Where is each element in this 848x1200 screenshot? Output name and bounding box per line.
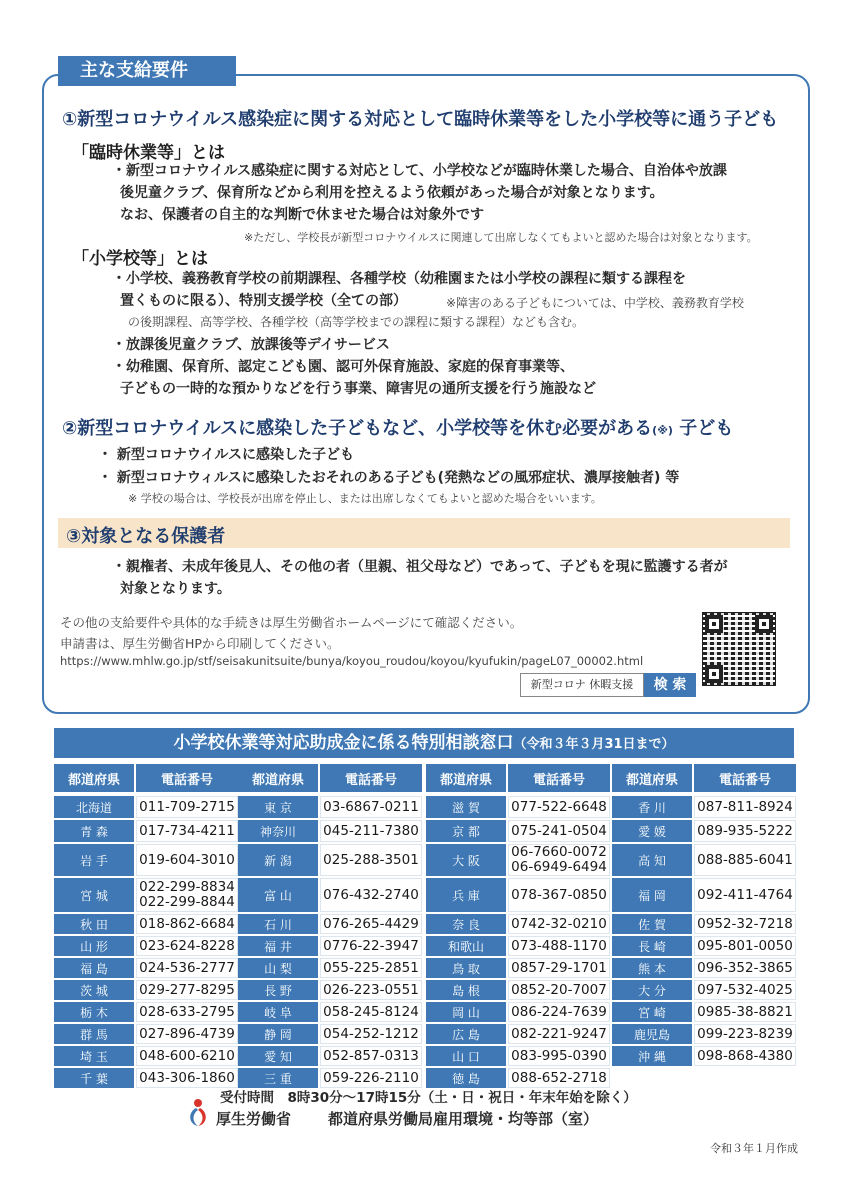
phone-cell[interactable]: 0742-32-0210 [508, 914, 610, 934]
mhlw-url[interactable]: https://www.mhlw.go.jp/stf/seisakunitsuite/bunya/koyou_roudou/koyou/kyufukin/pageL07_00002.html [60, 654, 644, 668]
created-date: 令和３年１月作成 [710, 1142, 798, 1155]
phone-cell[interactable]: 052-857-0313 [320, 1046, 422, 1066]
phone-cell[interactable]: 024-536-2777 [136, 958, 238, 978]
pref-cell: 佐 賀 [612, 914, 692, 934]
phone-cell[interactable]: 082-221-9247 [508, 1024, 610, 1044]
consult-title-text: 小学校休業等対応助成金に係る特別相談窓口 [173, 733, 514, 753]
phone-cell[interactable]: 092-411-4764 [694, 878, 796, 912]
pref-cell: 大 分 [612, 980, 692, 1000]
pref-cell: 岐 阜 [238, 1002, 318, 1022]
shogakko-line-3: の後期課程、高等学校、各種学校（高等学校までの課程に類する課程）なども含む。 [128, 315, 585, 329]
shogakko-line-1: ・小学校、義務教育学校の前期課程、各種学校（幼稚園または小学校の課程に類する課程を [112, 271, 686, 287]
pref-cell: 千 葉 [54, 1068, 134, 1088]
req3-line-2: 対象となります。 [120, 581, 231, 597]
pref-cell: 長 野 [238, 980, 318, 1000]
phone-cell[interactable]: 011-709-2715 [136, 796, 238, 818]
pref-cell: 石 川 [238, 914, 318, 934]
pref-cell: 奈 良 [426, 914, 506, 934]
req2-note: ※ 学校の場合は、学校長が出席を停止し、または出席しなくてもよいと認めた場合をいいます。 [128, 492, 602, 505]
phone-cell[interactable]: 077-522-6648 [508, 796, 610, 818]
phone-cell[interactable]: 078-367-0850 [508, 878, 610, 912]
pref-cell: 岡 山 [426, 1002, 506, 1022]
header-phone: 電話番号 [136, 764, 238, 792]
pref-cell: 福 岡 [612, 878, 692, 912]
pref-cell: 愛 媛 [612, 820, 692, 842]
phone-cell[interactable]: 026-223-0551 [320, 980, 422, 1000]
phone-cell[interactable]: 017-734-4211 [136, 820, 238, 842]
search-button[interactable]: 検 索 [644, 673, 696, 697]
shogakko-note: ※障害のある子どもについては、中学校、義務教育学校 [446, 296, 744, 310]
req2-mark: (※) [652, 424, 673, 437]
phone-cell[interactable]: 0985-38-8821 [694, 1002, 796, 1022]
phone-cell[interactable]: 088-652-2718 [508, 1068, 610, 1088]
pref-cell: 和歌山 [426, 936, 506, 956]
pref-cell: 鳥 取 [426, 958, 506, 978]
header-phone: 電話番号 [508, 764, 610, 792]
pref-cell: 香 川 [612, 796, 692, 818]
phone-cell[interactable]: 073-488-1170 [508, 936, 610, 956]
pref-cell: 島 根 [426, 980, 506, 1000]
pref-cell: 福 井 [238, 936, 318, 956]
phone-cell[interactable]: 045-211-7380 [320, 820, 422, 842]
rinji-line-3: なお、保護者の自主的な判断で休ませた場合は対象外です [120, 207, 484, 223]
phone-cell[interactable]: 055-225-2851 [320, 958, 422, 978]
shogakko-line-4: ・放課後児童クラブ、放課後等デイサービス [112, 337, 390, 353]
pref-cell: 秋 田 [54, 914, 134, 934]
phone-cell[interactable]: 018-862-6684 [136, 914, 238, 934]
pref-cell: 宮 城 [54, 878, 134, 912]
pref-cell: 新 潟 [238, 844, 318, 876]
pref-cell: 沖 縄 [612, 1046, 692, 1066]
pref-cell: 青 森 [54, 820, 134, 842]
phone-cell[interactable]: 096-352-3865 [694, 958, 796, 978]
req3-heading: ③対象となる保護者 [66, 526, 226, 547]
pref-cell: 群 馬 [54, 1024, 134, 1044]
shogakko-line-6: 子どもの一時的な預かりなどを行う事業、障害児の通所支援を行う施設など [120, 381, 596, 397]
phone-cell[interactable]: 019-604-3010 [136, 844, 238, 876]
pref-cell: 北海道 [54, 796, 134, 818]
rinji-line-1: ・新型コロナウイルス感染症に関する対応として、小学校などが臨時休業した場合、自治体や放課 [112, 163, 727, 179]
req2-heading-end: 子ども [679, 418, 734, 439]
header-phone: 電話番号 [694, 764, 796, 792]
phone-cell[interactable]: 089-935-5222 [694, 820, 796, 842]
pref-cell: 鹿児島 [612, 1024, 692, 1044]
phone-cell[interactable]: 0952-32-7218 [694, 914, 796, 934]
phone-cell[interactable]: 043-306-1860 [136, 1068, 238, 1088]
pref-cell: 愛 知 [238, 1046, 318, 1066]
phone-cell[interactable]: 029-277-8295 [136, 980, 238, 1000]
phone-cell[interactable]: 097-532-4025 [694, 980, 796, 1000]
shogakko-line-2: 置くものに限る）、特別支援学校（全ての部） [120, 293, 407, 309]
phone-cell[interactable]: 076-265-4429 [320, 914, 422, 934]
section-tag: 主な支給要件 [58, 56, 236, 86]
pref-cell: 埼 玉 [54, 1046, 134, 1066]
mhlw-logo-icon [186, 1098, 210, 1128]
req2-line-1: ・ 新型コロナウイルスに感染した子ども [98, 447, 355, 463]
header-pref: 都道府県 [612, 764, 692, 792]
phone-cell[interactable]: 076-432-2740 [320, 878, 422, 912]
pref-cell: 広 島 [426, 1024, 506, 1044]
consult-title [54, 728, 794, 758]
pref-cell: 福 島 [54, 958, 134, 978]
phone-cell[interactable]: 098-868-4380 [694, 1046, 796, 1066]
pref-cell: 高 知 [612, 844, 692, 876]
rinji-title: 「臨時休業等」とは [72, 143, 225, 163]
header-phone: 電話番号 [320, 764, 422, 792]
phone-cell[interactable]: 03-6867-0211 [320, 796, 422, 818]
pref-cell: 岩 手 [54, 844, 134, 876]
shogakko-title: 「小学校等」とは [72, 249, 208, 269]
phone-cell[interactable]: 0776-22-3947 [320, 936, 422, 956]
pref-cell: 山 形 [54, 936, 134, 956]
phone-cell[interactable]: 022-299-8834 022-299-8844 [136, 878, 238, 912]
pref-cell: 神奈川 [238, 820, 318, 842]
rinji-line-2: 後児童クラブ、保育所などから利用を控えるよう依頼があった場合が対象となります。 [120, 185, 664, 201]
search-input[interactable]: 新型コロナ 休暇支援 [520, 673, 644, 697]
phone-cell[interactable]: 06-7660-0072 06-6949-6494 [508, 844, 610, 876]
phone-cell[interactable]: 059-226-2110 [320, 1068, 422, 1088]
info-line-1: その他の支給要件や具体的な手続きは厚生労働省ホームページにて確認ください。 [60, 615, 523, 630]
pref-cell: 富 山 [238, 878, 318, 912]
pref-cell: 静 岡 [238, 1024, 318, 1044]
pref-cell: 山 梨 [238, 958, 318, 978]
pref-cell: 兵 庫 [426, 878, 506, 912]
pref-cell: 宮 崎 [612, 1002, 692, 1022]
pref-cell: 京 都 [426, 820, 506, 842]
phone-cell[interactable]: 0852-20-7007 [508, 980, 610, 1000]
pref-cell: 滋 賀 [426, 796, 506, 818]
phone-cell[interactable]: 023-624-8228 [136, 936, 238, 956]
pref-cell: 三 重 [238, 1068, 318, 1088]
phone-cell[interactable]: 025-288-3501 [320, 844, 422, 876]
phone-cell[interactable]: 028-633-2795 [136, 1002, 238, 1022]
req2-heading-text: ②新型コロナウイルスに感染した子どもなど、小学校等を休む必要がある [62, 418, 653, 439]
req2-line-2: ・ 新型コロナウィルスに感染したおそれのある子ども(発熱などの風邪症状、濃厚接触者) 等 [98, 470, 680, 486]
phone-cell[interactable]: 088-885-6041 [694, 844, 796, 876]
req1-heading: ①新型コロナウイルス感染症に関する対応として臨時休業等をした小学校等に通う子ども [62, 109, 779, 130]
phone-cell[interactable]: 095-801-0050 [694, 936, 796, 956]
pref-cell: 東 京 [238, 796, 318, 818]
header-pref: 都道府県 [54, 764, 134, 792]
bureau-name: 都道府県労働局雇用環境・均等部（室） [328, 1110, 599, 1128]
phone-cell[interactable]: 0857-29-1701 [508, 958, 610, 978]
rinji-note: ※ただし、学校長が新型コロナウイルスに関連して出席しなくてもよいと認めた場合は対象となります。 [244, 231, 758, 244]
phone-cell[interactable]: 099-223-8239 [694, 1024, 796, 1044]
pref-cell: 長 崎 [612, 936, 692, 956]
reception-hours: 受付時間 8時30分～17時15分（土・日・祝日・年末年始を除く） [220, 1090, 637, 1106]
qr-code-icon[interactable] [702, 612, 776, 686]
phone-cell[interactable]: 083-995-0390 [508, 1046, 610, 1066]
info-line-2: 申請書は、厚生労働省HPから印刷してください。 [60, 636, 340, 651]
pref-cell: 徳 島 [426, 1068, 506, 1088]
header-pref: 都道府県 [238, 764, 318, 792]
consult-title-sub: （令和３年３月31日まで） [513, 737, 675, 752]
req2-heading [62, 414, 733, 440]
phone-cell[interactable]: 086-224-7639 [508, 1002, 610, 1022]
phone-cell[interactable]: 058-245-8124 [320, 1002, 422, 1022]
pref-cell: 山 口 [426, 1046, 506, 1066]
pref-cell: 茨 城 [54, 980, 134, 1000]
req3-line-1: ・親権者、未成年後見人、その他の者（里親、祖父母など）であって、子どもを現に監護する者が [112, 559, 728, 575]
phone-cell[interactable]: 054-252-1212 [320, 1024, 422, 1044]
phone-cell[interactable]: 048-600-6210 [136, 1046, 238, 1066]
phone-cell[interactable]: 027-896-4739 [136, 1024, 238, 1044]
ministry-name: 厚生労働省 [216, 1110, 292, 1128]
phone-cell[interactable]: 087-811-8924 [694, 796, 796, 818]
pref-cell: 熊 本 [612, 958, 692, 978]
header-pref: 都道府県 [426, 764, 506, 792]
pref-cell: 栃 木 [54, 1002, 134, 1022]
shogakko-line-5: ・幼稚園、保育所、認定こども園、認可外保育施設、家庭的保育事業等、 [112, 359, 574, 375]
pref-cell: 大 阪 [426, 844, 506, 876]
phone-cell[interactable]: 075-241-0504 [508, 820, 610, 842]
